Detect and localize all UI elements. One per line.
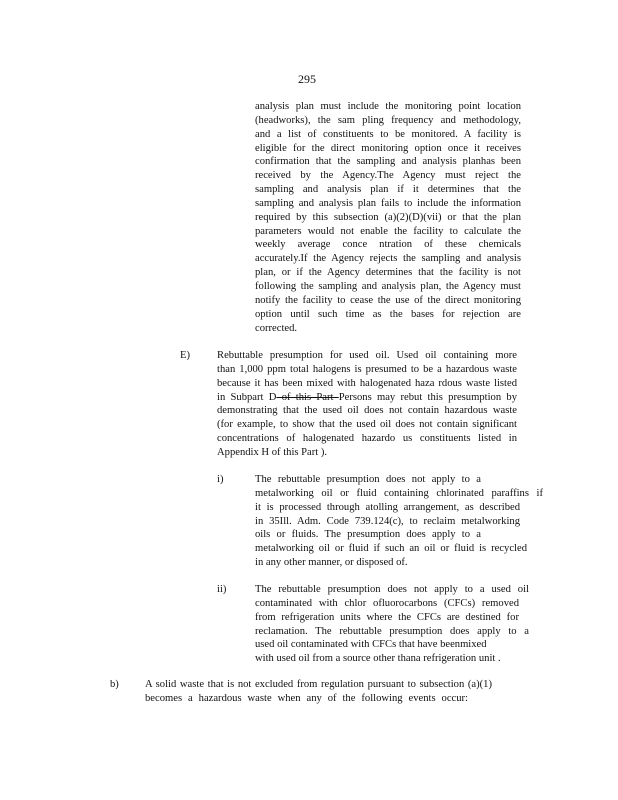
- item-i-marker: i): [217, 474, 224, 485]
- page-number: 295: [298, 72, 316, 86]
- text-line: it is processed through atolling arrangement, as described: [255, 501, 520, 513]
- text-line: following the sampling and analysis plan, the Agency must: [255, 280, 521, 292]
- text-line: weekly average conce ntration of these chemicals: [255, 239, 521, 251]
- text-line: plan, or if the Agency determines that the facility is not: [255, 267, 521, 279]
- text-line: (for example, to show that the used oil does not contain significant: [217, 419, 517, 431]
- text-line: eligible for the direct monitoring option once it receives: [255, 142, 521, 154]
- text-line: Rebuttable presumption for used oil. Used oil containing more: [217, 350, 517, 361]
- text-segment: in Subpart D: [217, 391, 277, 403]
- item-b-paragraph: [145, 678, 492, 706]
- text-line: oils or fluids. The presumption does apply to a: [255, 529, 481, 541]
- text-line: confirmation that the sampling and analysis planhas been: [255, 156, 521, 168]
- text-line: sampling and analysis plan fails to include the information: [255, 197, 521, 209]
- text-line: than 1,000 ppm total halogens is presumed to be a hazardous waste: [217, 363, 517, 375]
- text-line: from refrigeration units where the CFCs are destined for: [255, 611, 519, 623]
- text-line: metalworking oil or fluid if such an oil or fluid is recycled: [255, 543, 527, 555]
- text-line: in 35Ill. Adm. Code 739.124(c), to reclaim metalworking: [255, 515, 520, 527]
- text-line: option until such time as the bases for rejection are: [255, 308, 521, 320]
- text-line: The rebuttable presumption does not apply to a used oil: [255, 584, 529, 595]
- text-line: used oil contaminated with CFCs that have beenmixed: [255, 639, 487, 651]
- text-line: metalworking oil or fluid containing chlorinated paraffins if: [255, 487, 543, 499]
- item-e-marker: E): [180, 350, 190, 361]
- item-ii-marker: ii): [217, 584, 227, 595]
- text-line: required by this subsection (a)(2)(D)(vii) or that the plan: [255, 211, 521, 223]
- text-line: notify the facility to cease the use of the direct monitoring: [255, 294, 521, 306]
- item-ii-paragraph: [255, 583, 529, 666]
- item-e-paragraph: [217, 349, 517, 460]
- text-line: because it has been mixed with halogenated haza rdous waste listed: [217, 377, 517, 389]
- text-line: received by the Agency.The Agency must reject the: [255, 170, 521, 182]
- text-line: with used oil from a source other thana refrigeration unit .: [255, 653, 501, 665]
- text-line: becomes a hazardous waste when any of the following events occur:: [145, 692, 468, 704]
- item-b-marker: b): [110, 679, 119, 690]
- text-segment: Persons may rebut this presumption by: [338, 391, 517, 403]
- text-line: sampling and analysis plan if it determines that the: [255, 184, 521, 196]
- text-line: corrected.: [255, 322, 298, 334]
- text-line: contaminated with chlor ofluorocarbons (CFCs) removed: [255, 597, 519, 609]
- text-line: [217, 391, 517, 405]
- text-line: reclamation. The rebuttable presumption does apply to a: [255, 625, 529, 637]
- text-line: concentrations of halogenated hazardo us constituents listed in: [217, 433, 517, 445]
- item-i-paragraph: [255, 473, 543, 570]
- text-line: parameters would not enable the facility to calculate the: [255, 225, 521, 237]
- text-line: The rebuttable presumption does not apply to a: [255, 474, 481, 485]
- text-line: analysis plan must include the monitoring point location: [255, 101, 521, 112]
- text-line: (headworks), the sam pling frequency and methodology,: [255, 114, 521, 126]
- text-line: Appendix H of this Part ).: [217, 446, 328, 458]
- continuation-paragraph: [255, 100, 521, 335]
- text-line: and a list of constituents to be monitored. A facility is: [255, 128, 521, 140]
- text-line: demonstrating that the used oil does not contain hazardous waste: [217, 405, 517, 417]
- text-line: in any other manner, or disposed of.: [255, 557, 408, 569]
- struck-text: of this Part: [276, 391, 339, 403]
- text-line: A solid waste that is not excluded from regulation pursuant to subsection (a)(1): [145, 679, 492, 690]
- text-line: accurately.If the Agency rejects the sampling and analysis: [255, 253, 521, 265]
